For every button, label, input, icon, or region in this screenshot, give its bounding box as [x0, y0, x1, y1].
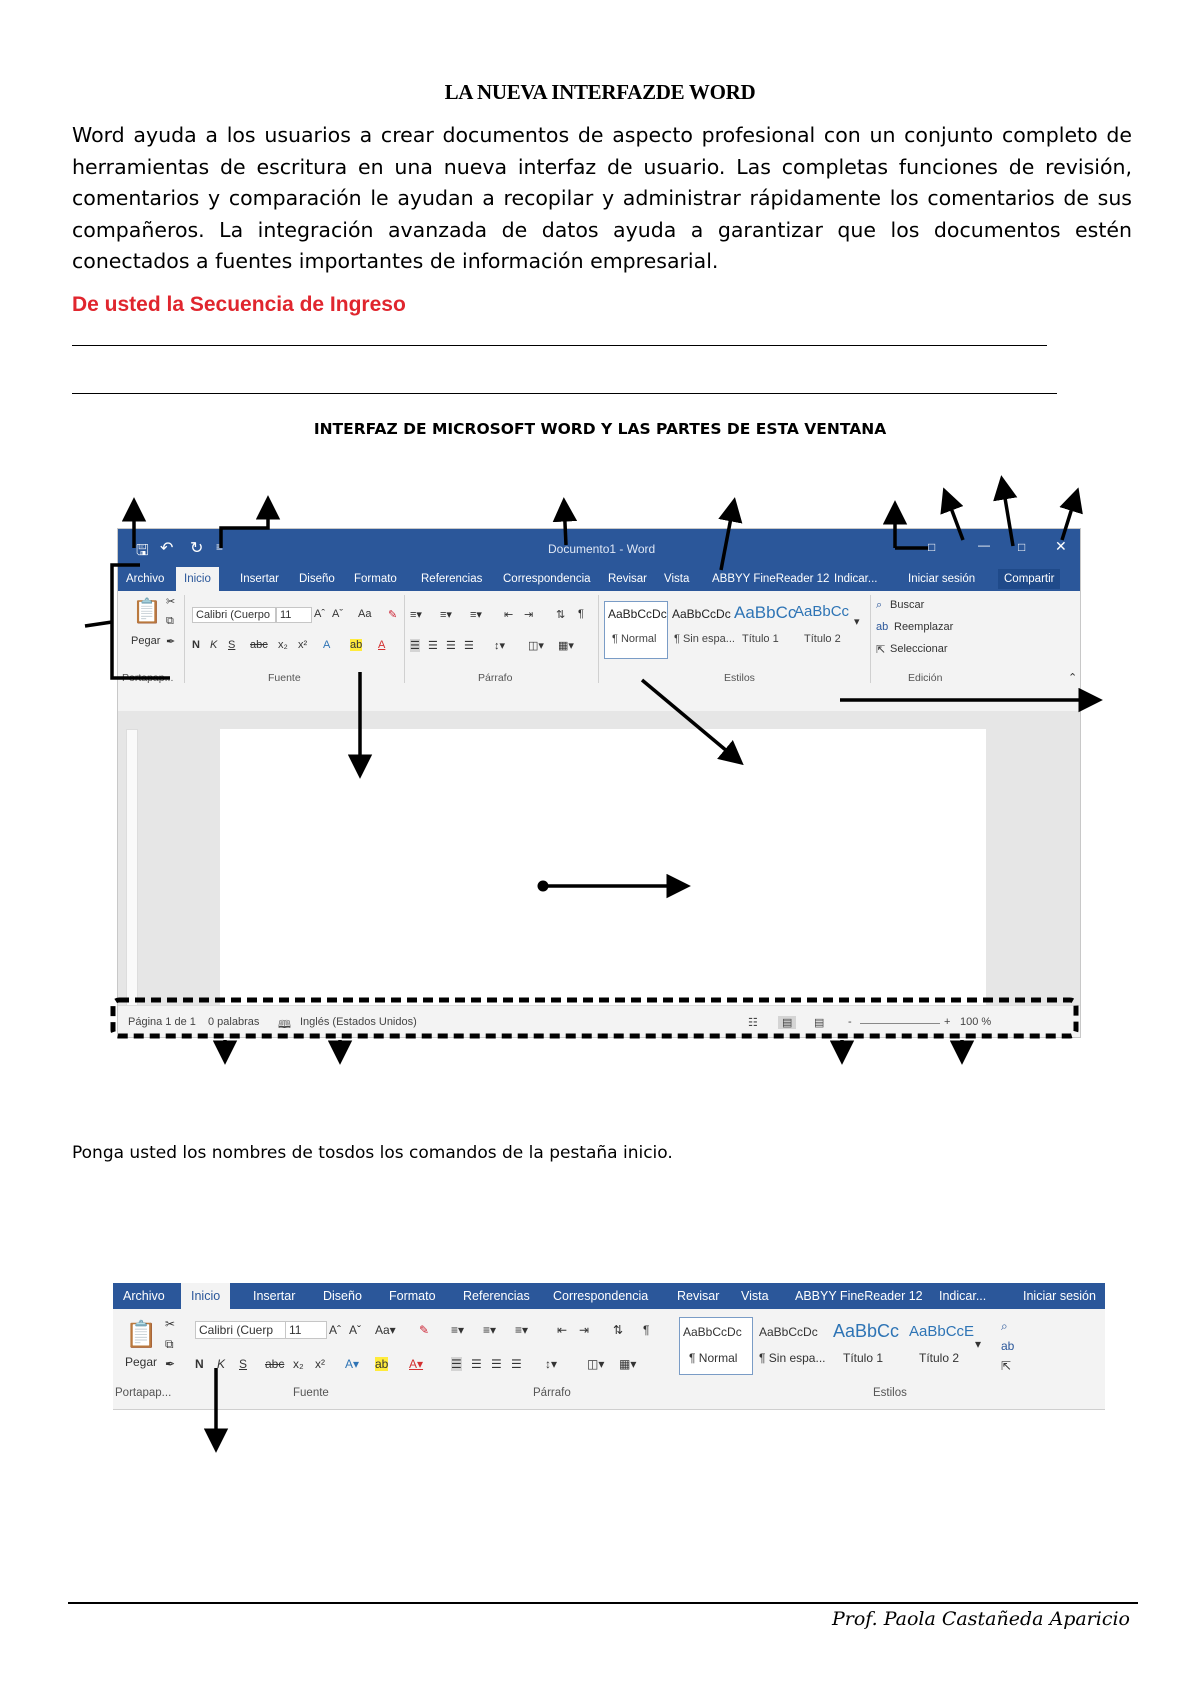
multilevel-list-icon[interactable]: ≡▾	[470, 609, 482, 621]
tab-vista[interactable]: Vista	[664, 573, 690, 585]
tab-formato[interactable]: Formato	[389, 1289, 436, 1303]
tab-referencias[interactable]: Referencias	[421, 573, 483, 585]
styles-group-label: Estilos	[724, 672, 755, 684]
clipboard-group-label: Portapap...	[115, 1387, 172, 1399]
window-title: Documento1 - Word	[548, 542, 656, 556]
style-heading2-name: Título 2	[919, 1351, 960, 1365]
justify-icon[interactable]: ☰	[464, 640, 474, 652]
clear-formatting-icon[interactable]: ✎	[419, 1323, 430, 1337]
multilevel-list-icon[interactable]: ≡▾	[515, 1323, 529, 1337]
align-left-icon[interactable]: ☰	[410, 640, 420, 652]
select-icon[interactable]: ⇱	[876, 644, 886, 656]
font-size-box[interactable]: 11	[276, 607, 312, 623]
select-button[interactable]: Seleccionar	[890, 643, 948, 655]
change-case-icon[interactable]: Aa	[358, 608, 372, 620]
replace-button[interactable]: Reemplazar	[894, 621, 954, 633]
read-mode-icon[interactable]: ☷	[748, 1017, 758, 1029]
shrink-font-icon[interactable]: Aˇ	[332, 608, 343, 620]
style-no-spacing-sample[interactable]: AaBbCcDc	[672, 607, 731, 621]
cut-icon[interactable]: ✂	[166, 596, 176, 608]
center-icon[interactable]: ☰	[428, 640, 438, 652]
redo-icon[interactable]: ↻	[190, 540, 204, 557]
proofing-icon[interactable]: 🕮	[278, 1019, 291, 1031]
borders-icon[interactable]: ▦▾	[558, 640, 574, 652]
undo-icon[interactable]: ↶	[160, 540, 174, 557]
style-no-spacing-name: ¶ Sin espa...	[674, 633, 735, 645]
tab-referencias[interactable]: Referencias	[463, 1289, 530, 1303]
tab-revisar[interactable]: Revisar	[608, 573, 647, 585]
tab-inicio[interactable]: Inicio	[181, 1283, 230, 1309]
highlight-icon[interactable]: ab	[350, 639, 363, 651]
style-heading1-name: Título 1	[843, 1351, 884, 1365]
document-title: LA NUEVA INTERFAZDE WORD	[444, 80, 756, 104]
format-painter-icon[interactable]: ✒	[166, 636, 176, 648]
styles-more-icon[interactable]: ▾	[854, 616, 860, 628]
editing-group-label: Edición	[908, 672, 943, 684]
zoom-in-icon[interactable]: +	[944, 1016, 951, 1028]
text-effects-icon[interactable]: A	[323, 639, 331, 651]
style-heading1-name: Título 1	[742, 633, 779, 645]
show-marks-icon[interactable]: ¶	[578, 608, 584, 620]
tell-me-box[interactable]: Indicar...	[834, 573, 878, 585]
superscript-icon[interactable]: x²	[315, 1357, 325, 1371]
font-group-label: Fuente	[293, 1387, 329, 1399]
maximize-icon[interactable]: □	[1018, 540, 1026, 554]
superscript-icon[interactable]: x²	[298, 639, 308, 651]
clipboard-group-label: Portapap...	[122, 672, 174, 684]
intro-paragraph: Word ayuda a los usuarios a crear documentos de aspecto profesional con un conjunto completo de herramientas de escritura en una nueva interfaz de usuario. Las completas funciones de revisión, comentarios y comparación le ayudan a recopilar y administrar rápidamente los comentarios de sus compañeros. La integración avanzada de datos ayuda a garantizar que los documentos estén conectados a fuentes importantes de información empresarial.	[72, 123, 1132, 273]
paragraph-group-label: Párrafo	[478, 672, 513, 684]
line-spacing-icon[interactable]: ↕▾	[494, 640, 506, 652]
shrink-font-icon[interactable]: Aˇ	[349, 1323, 361, 1337]
minimize-icon[interactable]: —	[978, 538, 990, 552]
question-text: Ponga usted los nombres de tosdos los comandos de la pestaña inicio.	[72, 1143, 673, 1163]
center-icon[interactable]: ☰	[471, 1357, 482, 1371]
decrease-indent-icon[interactable]: ⇤	[557, 1323, 568, 1337]
highlight-icon[interactable]: ab	[375, 1357, 389, 1371]
style-heading1-sample[interactable]: AaBbCc	[833, 1321, 900, 1341]
sign-in-link[interactable]: Iniciar sesión	[908, 573, 976, 585]
styles-more-icon[interactable]: ▾	[975, 1337, 982, 1351]
shading-icon[interactable]: ◫▾	[528, 640, 544, 652]
align-right-icon[interactable]: ☰	[491, 1357, 502, 1371]
sort-icon[interactable]: ⇅	[613, 1323, 624, 1337]
arrow-maximize	[1002, 480, 1013, 546]
replace-icon[interactable]: ab	[876, 621, 889, 633]
tab-vista[interactable]: Vista	[741, 1289, 769, 1303]
zoom-level[interactable]: 100 %	[960, 1016, 992, 1028]
strikethrough-icon[interactable]: abc	[250, 639, 268, 651]
numbering-icon[interactable]: ≡▾	[440, 609, 452, 621]
show-marks-icon[interactable]: ¶	[643, 1323, 650, 1337]
shading-icon[interactable]: ◫▾	[587, 1357, 605, 1371]
share-button[interactable]: Compartir	[998, 569, 1060, 589]
italic-icon[interactable]: K	[217, 1357, 226, 1371]
bracket-ribbon	[112, 565, 170, 678]
arrow-minimize	[945, 492, 963, 540]
figure-caption: INTERFAZ DE MICROSOFT WORD Y LAS PARTES DE ESTA VENTANA	[313, 420, 887, 438]
italic-icon[interactable]: K	[210, 639, 218, 651]
tab-correspondencia[interactable]: Correspondencia	[503, 573, 591, 585]
arrow-undo-redo	[221, 500, 268, 548]
arrow-page	[642, 680, 740, 762]
save-icon[interactable]: 🖫	[136, 542, 149, 559]
decrease-indent-icon[interactable]: ⇤	[504, 609, 514, 621]
cursor-dot	[538, 881, 549, 892]
style-heading2-sample[interactable]: AaBbCcE	[909, 1323, 975, 1340]
sign-in-link[interactable]: Iniciar sesión	[1023, 1289, 1096, 1303]
paste-label[interactable]: Pegar	[131, 635, 161, 647]
find-icon[interactable]: ⌕	[876, 599, 883, 611]
increase-indent-icon[interactable]: ⇥	[579, 1323, 590, 1337]
numbering-icon[interactable]: ≡▾	[483, 1323, 497, 1337]
paste-icon[interactable]: 📋	[132, 598, 162, 625]
tab-formato[interactable]: Formato	[354, 573, 397, 585]
arrow-bracket-ribbon	[85, 622, 112, 626]
tab-insertar[interactable]: Insertar	[240, 573, 279, 585]
strikethrough-icon[interactable]: abc	[265, 1357, 285, 1371]
tab-archivo[interactable]: Archivo	[123, 1289, 165, 1303]
align-right-icon[interactable]: ☰	[446, 640, 456, 652]
line-spacing-icon[interactable]: ↕▾	[545, 1357, 558, 1371]
copy-icon[interactable]: ⧉	[165, 1337, 174, 1351]
style-normal-name: ¶ Normal	[689, 1351, 738, 1365]
align-left-icon[interactable]: ☰	[451, 1357, 462, 1371]
font-name-box[interactable]: Calibri (Cuerpo	[192, 607, 276, 623]
styles-group-label: Estilos	[873, 1387, 907, 1399]
status-bar-dashed-box	[113, 1000, 1076, 1036]
arrow-close	[1062, 492, 1077, 540]
grow-font-icon[interactable]: Aˆ	[329, 1323, 341, 1337]
font-color-icon[interactable]: A	[378, 639, 386, 651]
clear-formatting-icon[interactable]: ✎	[388, 609, 398, 621]
font-group-label: Fuente	[268, 672, 301, 684]
signature: Prof. Paola Castañeda Aparicio	[832, 1608, 1130, 1630]
ribbon-display-icon[interactable]: □	[928, 540, 936, 554]
justify-icon[interactable]: ☰	[511, 1357, 522, 1371]
section-subtitle: De usted la Secuencia de Ingreso	[72, 293, 406, 316]
bullets-icon[interactable]: ≡▾	[451, 1323, 465, 1337]
sort-icon[interactable]: ⇅	[556, 609, 566, 621]
style-no-spacing-sample[interactable]: AaBbCcDc	[759, 1325, 818, 1339]
font-size-box[interactable]: 11	[285, 1321, 327, 1339]
style-no-spacing-name: ¶ Sin espa...	[759, 1351, 826, 1365]
font-name-box[interactable]: Calibri (Cuerp	[195, 1321, 287, 1339]
zoom-out-icon[interactable]: -	[848, 1016, 852, 1028]
paragraph-group-label: Párrafo	[533, 1387, 571, 1399]
style-heading2-sample[interactable]: AaBbCc	[794, 603, 850, 620]
close-icon[interactable]: ✕	[1055, 538, 1067, 554]
tab-archivo[interactable]: Archivo	[126, 573, 165, 585]
change-case-icon[interactable]: Aa▾	[375, 1323, 396, 1337]
underline-icon[interactable]: S	[239, 1357, 248, 1371]
paste-icon[interactable]: 📋	[125, 1319, 158, 1349]
status-language[interactable]: Inglés (Estados Unidos)	[300, 1016, 417, 1028]
paste-label[interactable]: Pegar	[125, 1355, 158, 1369]
tab-abbyy[interactable]: ABBYY FineReader 12	[795, 1289, 923, 1303]
cut-icon[interactable]: ✂	[165, 1317, 176, 1331]
collapse-ribbon-icon[interactable]: ⌃	[1068, 672, 1078, 684]
increase-indent-icon[interactable]: ⇥	[524, 609, 534, 621]
status-word-count[interactable]: 0 palabras	[208, 1016, 260, 1028]
tab-inicio[interactable]: Inicio	[176, 567, 219, 591]
style-normal-name: ¶ Normal	[612, 633, 657, 645]
style-normal-sample: AaBbCcDc	[683, 1325, 742, 1339]
tab-diseno[interactable]: Diseño	[323, 1289, 362, 1303]
copy-icon[interactable]: ⧉	[166, 615, 174, 627]
find-icon[interactable]: ⌕	[1001, 1319, 1008, 1333]
format-painter-icon[interactable]: ✒	[165, 1357, 176, 1371]
tab-insertar[interactable]: Insertar	[253, 1289, 296, 1303]
tab-abbyy[interactable]: ABBYY FineReader 12	[712, 573, 830, 585]
underline-icon[interactable]: S	[228, 639, 236, 651]
tell-me-box[interactable]: Indicar...	[939, 1289, 987, 1303]
customize-qat-icon[interactable]: ≡	[216, 540, 224, 554]
font-color-icon[interactable]: A▾	[409, 1357, 424, 1371]
tab-correspondencia[interactable]: Correspondencia	[553, 1289, 649, 1303]
find-button[interactable]: Buscar	[890, 599, 925, 611]
style-heading1-sample[interactable]: AaBbCc	[734, 603, 797, 622]
borders-icon[interactable]: ▦▾	[619, 1357, 637, 1371]
style-normal-sample: AaBbCcDc	[608, 607, 667, 621]
bullets-icon[interactable]: ≡▾	[410, 609, 422, 621]
arrow-title	[564, 502, 566, 545]
text-effects-icon[interactable]: A▾	[345, 1357, 360, 1371]
subscript-icon[interactable]: x₂	[293, 1357, 304, 1371]
footer-rule	[68, 1602, 1138, 1604]
web-layout-icon[interactable]: ▤	[814, 1017, 825, 1029]
status-page-count[interactable]: Página 1 de 1	[128, 1016, 196, 1028]
replace-icon[interactable]: ab	[1001, 1339, 1015, 1353]
style-heading2-name: Título 2	[804, 633, 841, 645]
arrow-tabs	[721, 502, 734, 570]
bold-icon[interactable]: N	[192, 639, 200, 651]
subscript-icon[interactable]: x₂	[278, 639, 288, 651]
select-icon[interactable]: ⇱	[1001, 1359, 1012, 1373]
print-layout-icon[interactable]: ▤	[778, 1016, 796, 1029]
grow-font-icon[interactable]: Aˆ	[314, 608, 325, 620]
tab-diseno[interactable]: Diseño	[299, 573, 335, 585]
bold-icon[interactable]: N	[195, 1357, 204, 1371]
tab-revisar[interactable]: Revisar	[677, 1289, 720, 1303]
